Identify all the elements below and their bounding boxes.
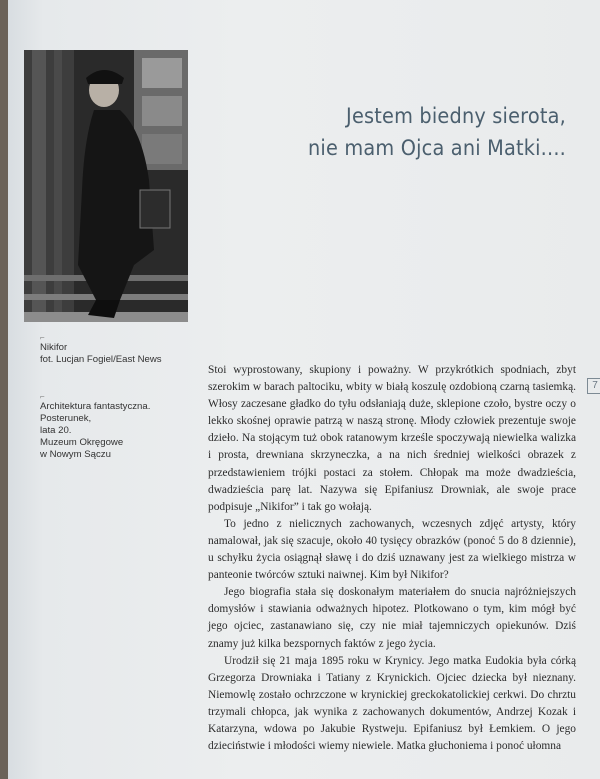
body-text: [208, 362, 576, 755]
art-caption-line-1: Architektura fantastyczna.: [40, 401, 151, 412]
paragraph-2: To jedno z nielicznych zachowanych, wczesnych zdjęć artysty, który namalował, jak się szacuje, około 40 tysięcy obrazków (ponoć 5 do 8 dziennie), u schyłku życia osiągnął sławę i do dziś uznawany jest za wielkiego mistrza w panteonie twórców sztuki naiwnej. Kim był Nikifor?: [208, 517, 576, 582]
artwork-caption: [40, 392, 180, 461]
photo-caption-line-1: Nikifor: [40, 342, 68, 353]
book-page: [8, 0, 600, 779]
photo-caption: [40, 333, 180, 366]
nikifor-photo: [24, 50, 188, 322]
paragraph-1: Stoi wyprostowany, skupiony i poważny. W przykrótkich spodniach, zbyt szerokim w barach paltociku, wbity w białą koszulę ozdobioną czarną tasiemką. Włosy zaczesane gładko do tyłu odsłaniają duże, sklepione czoło, bystre oczy o lekko skośnej oprawie patrzą w naszą stronę. Młody człowiek prezentuje swoje dzieło. Na stojącym tuż obok ratanowym krześle spoczywają niewielka walizka i prosta, drewniana skrzyneczka, a na nich średniej wielkości obrazek z przedstawieniem trójki postaci za stołem. Chłopak ma może dwadzieścia, dwadzieścia parę lat. Nazywa się Epifaniusz Drowniak, ale swoje prace podpisuje „Nikifor” i tak go wołają.: [208, 364, 576, 513]
photo-caption-line-2: fot. Lucjan Fogiel/East News: [40, 354, 162, 365]
photo-illustration: [24, 50, 188, 322]
chapter-heading: [253, 100, 566, 164]
caption-marker-icon: ⌐: [40, 333, 45, 342]
art-caption-line-3: lata 20.: [40, 425, 72, 436]
art-caption-line-2: Posterunek,: [40, 413, 92, 424]
caption-marker-icon: ⌐: [40, 392, 45, 401]
heading-line-2: nie mam Ojca ani Matki....: [307, 136, 566, 160]
art-caption-line-5: w Nowym Sączu: [40, 449, 111, 460]
page-number: 7: [587, 378, 600, 394]
art-caption-line-4: Muzeum Okręgowe: [40, 437, 124, 448]
paragraph-4: Urodził się 21 maja 1895 roku w Krynicy. Jego matka Eudokia była córką Grzegorza Drowniaka i Tatiany z Krynickich. Ojciec dziecka był nieznany. Niemowlę zostało ochrzczone w krynickiej greckokatolickiej cerkwi. Do chrztu trzymali chłopca, jak wynika z zachowanych dokumentów, Andrzej Kozak i Katarzyna, wdowa po Jakubie Rystweju. Epifaniusz był Łemkiem. O jego dzieciństwie i młodości wiemy niewiele. Matka głuchoniema i ponoć ułomna: [208, 654, 576, 753]
paragraph-3: Jego biografia stała się doskonałym materiałem do snucia najróżniejszych domysłów i stawiania odważnych hipotez. Plotkowano o tym, kim mógł być jego ojciec, zastanawiano się, czy nie miał tajemniczych opiekunów. Dziś znamy już kilka bezspornych faktów z jego życia.: [208, 586, 576, 650]
heading-line-1: Jestem biedny sierota,: [346, 104, 566, 128]
